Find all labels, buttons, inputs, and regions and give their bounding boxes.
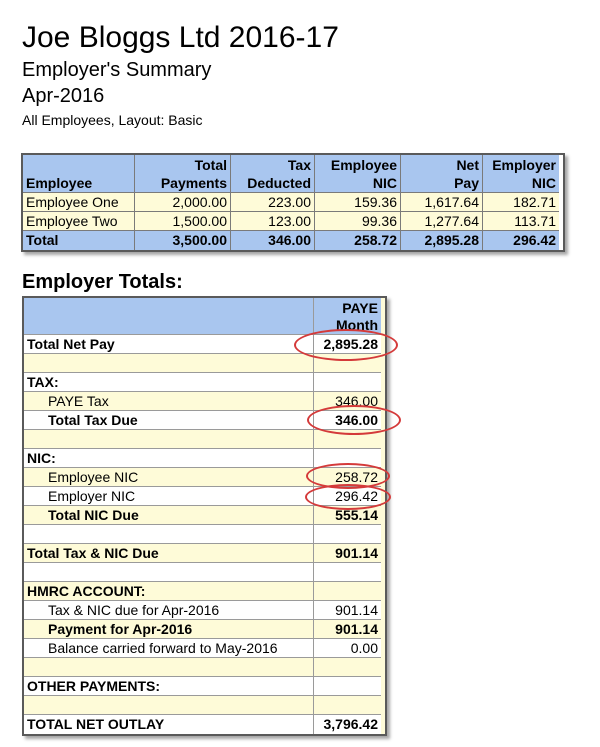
report-filter: All Employees, Layout: Basic: [22, 112, 203, 128]
net-pay-sum: 2,895.28: [401, 231, 483, 250]
row-value: [314, 430, 381, 449]
row-value: 346.00: [314, 411, 381, 430]
employee-name: Employee Two: [23, 212, 135, 231]
row-value: [314, 373, 381, 392]
col-header-line2: NIC: [531, 175, 556, 191]
row-label: Payment for Apr-2016: [24, 620, 314, 639]
employer-nic-sum: 296.42: [483, 231, 559, 250]
row-label: PAYE Tax: [24, 392, 314, 411]
spacer-row: [24, 354, 385, 373]
total-payments-value: 1,500.00: [135, 212, 231, 231]
spacer-row: [24, 658, 385, 677]
row-label: [24, 696, 314, 715]
col-header-line2: NIC: [372, 175, 397, 191]
row-value: 2,895.28: [314, 335, 381, 354]
tax-section-row: [24, 373, 385, 392]
row-value: [314, 563, 381, 582]
net-pay-value: 1,617.64: [401, 193, 483, 212]
col-header-total-payments: [135, 155, 231, 193]
col-header-employer-nic: [483, 155, 559, 193]
employer-nic-value: 182.71: [483, 193, 559, 212]
employer-nic-row: [24, 487, 385, 506]
hmrc-account-section-row: [24, 582, 385, 601]
report-period: Apr-2016: [22, 85, 105, 107]
row-label: [24, 563, 314, 582]
row-label: TOTAL NET OUTLAY: [24, 715, 314, 734]
row-value: [314, 582, 381, 601]
row-label: Balance carried forward to May-2016: [24, 639, 314, 658]
total-tax-due-row: [24, 411, 385, 430]
table-row: [23, 193, 563, 212]
spacer-row: [24, 563, 385, 582]
row-label: Employer NIC: [24, 487, 314, 506]
tax-deducted-value: 223.00: [231, 193, 315, 212]
row-value: [314, 449, 381, 468]
row-value: [314, 658, 381, 677]
nic-section-row: [24, 449, 385, 468]
row-label: [24, 354, 314, 373]
col-header-line1: Tax: [287, 157, 311, 173]
spacer-row: [24, 696, 385, 715]
col-header-net-pay: [401, 155, 483, 193]
total-payments-value: 2,000.00: [135, 193, 231, 212]
employee-name: Employee One: [23, 193, 135, 212]
row-value: 901.14: [314, 544, 381, 563]
row-label: Total Net Pay: [24, 335, 314, 354]
row-value: 901.14: [314, 620, 381, 639]
spacer-row: [24, 525, 385, 544]
employee-nic-value: 159.36: [315, 193, 401, 212]
row-value: [314, 354, 381, 373]
net-pay-value: 1,277.64: [401, 212, 483, 231]
row-value: [314, 677, 381, 696]
paye-tax-row: [24, 392, 385, 411]
summary-header-row: [23, 155, 563, 193]
col-header-line2: Payments: [160, 175, 227, 191]
col-header-line1: PAYE: [342, 300, 378, 316]
row-label: Tax & NIC due for Apr-2016: [24, 601, 314, 620]
col-header-employee: [23, 155, 135, 193]
row-label: Total Tax Due: [24, 411, 314, 430]
total-payments-sum: 3,500.00: [135, 231, 231, 250]
employer-totals-heading: Employer Totals:: [22, 271, 183, 293]
col-header-line1: Employer: [492, 157, 556, 173]
employer-nic-value: 113.71: [483, 212, 559, 231]
row-label: HMRC ACCOUNT:: [24, 582, 314, 601]
row-label: Total Tax & NIC Due: [24, 544, 314, 563]
employee-nic-sum: 258.72: [315, 231, 401, 250]
tax-deducted-sum: 346.00: [231, 231, 315, 250]
totals-header-row: [24, 298, 385, 335]
employee-summary-table: [21, 153, 565, 252]
row-label: [24, 430, 314, 449]
tax-nic-due-for-period-row: [24, 601, 385, 620]
payment-for-period-row: [24, 620, 385, 639]
col-header-line2: Pay: [454, 175, 479, 191]
other-payments-section-row: [24, 677, 385, 696]
totals-header-blank: [24, 298, 314, 335]
row-value: [314, 696, 381, 715]
balance-carried-forward-row: [24, 639, 385, 658]
total-label: Total: [23, 231, 135, 250]
row-label: [24, 658, 314, 677]
col-header-paye-month: [314, 298, 381, 335]
employee-nic-value: 99.36: [315, 212, 401, 231]
table-row: [23, 212, 563, 231]
row-value: [314, 525, 381, 544]
spacer-row: [24, 430, 385, 449]
row-label: NIC:: [24, 449, 314, 468]
row-label: Employee NIC: [24, 468, 314, 487]
col-header-line1: Total: [194, 157, 227, 173]
report-subtitle: Employer's Summary: [22, 59, 212, 81]
row-value: 3,796.42: [314, 715, 381, 734]
employee-nic-row: [24, 468, 385, 487]
row-value: 555.14: [314, 506, 381, 525]
col-header-employee-nic: [315, 155, 401, 193]
report-title: Joe Bloggs Ltd 2016-17: [22, 21, 339, 54]
col-header-line1: Net: [456, 157, 479, 173]
col-header-line2: Deducted: [247, 175, 311, 191]
row-label: OTHER PAYMENTS:: [24, 677, 314, 696]
col-header-tax-deducted: [231, 155, 315, 193]
tax-deducted-value: 123.00: [231, 212, 315, 231]
employer-totals-table: [22, 296, 387, 736]
row-label: [24, 525, 314, 544]
row-label: TAX:: [24, 373, 314, 392]
summary-total-row: [23, 231, 563, 250]
row-value: 901.14: [314, 601, 381, 620]
total-net-pay-row: [24, 335, 385, 354]
total-net-outlay-row: [24, 715, 385, 734]
row-label: Total NIC Due: [24, 506, 314, 525]
col-header-line1: Employee: [330, 157, 397, 173]
col-header-line2: Employee: [26, 175, 93, 191]
total-nic-due-row: [24, 506, 385, 525]
row-value: 346.00: [314, 392, 381, 411]
row-value: 0.00: [314, 639, 381, 658]
row-value: 296.42: [314, 487, 381, 506]
col-header-line2: Month: [336, 317, 378, 333]
total-tax-nic-due-row: [24, 544, 385, 563]
row-value: 258.72: [314, 468, 381, 487]
